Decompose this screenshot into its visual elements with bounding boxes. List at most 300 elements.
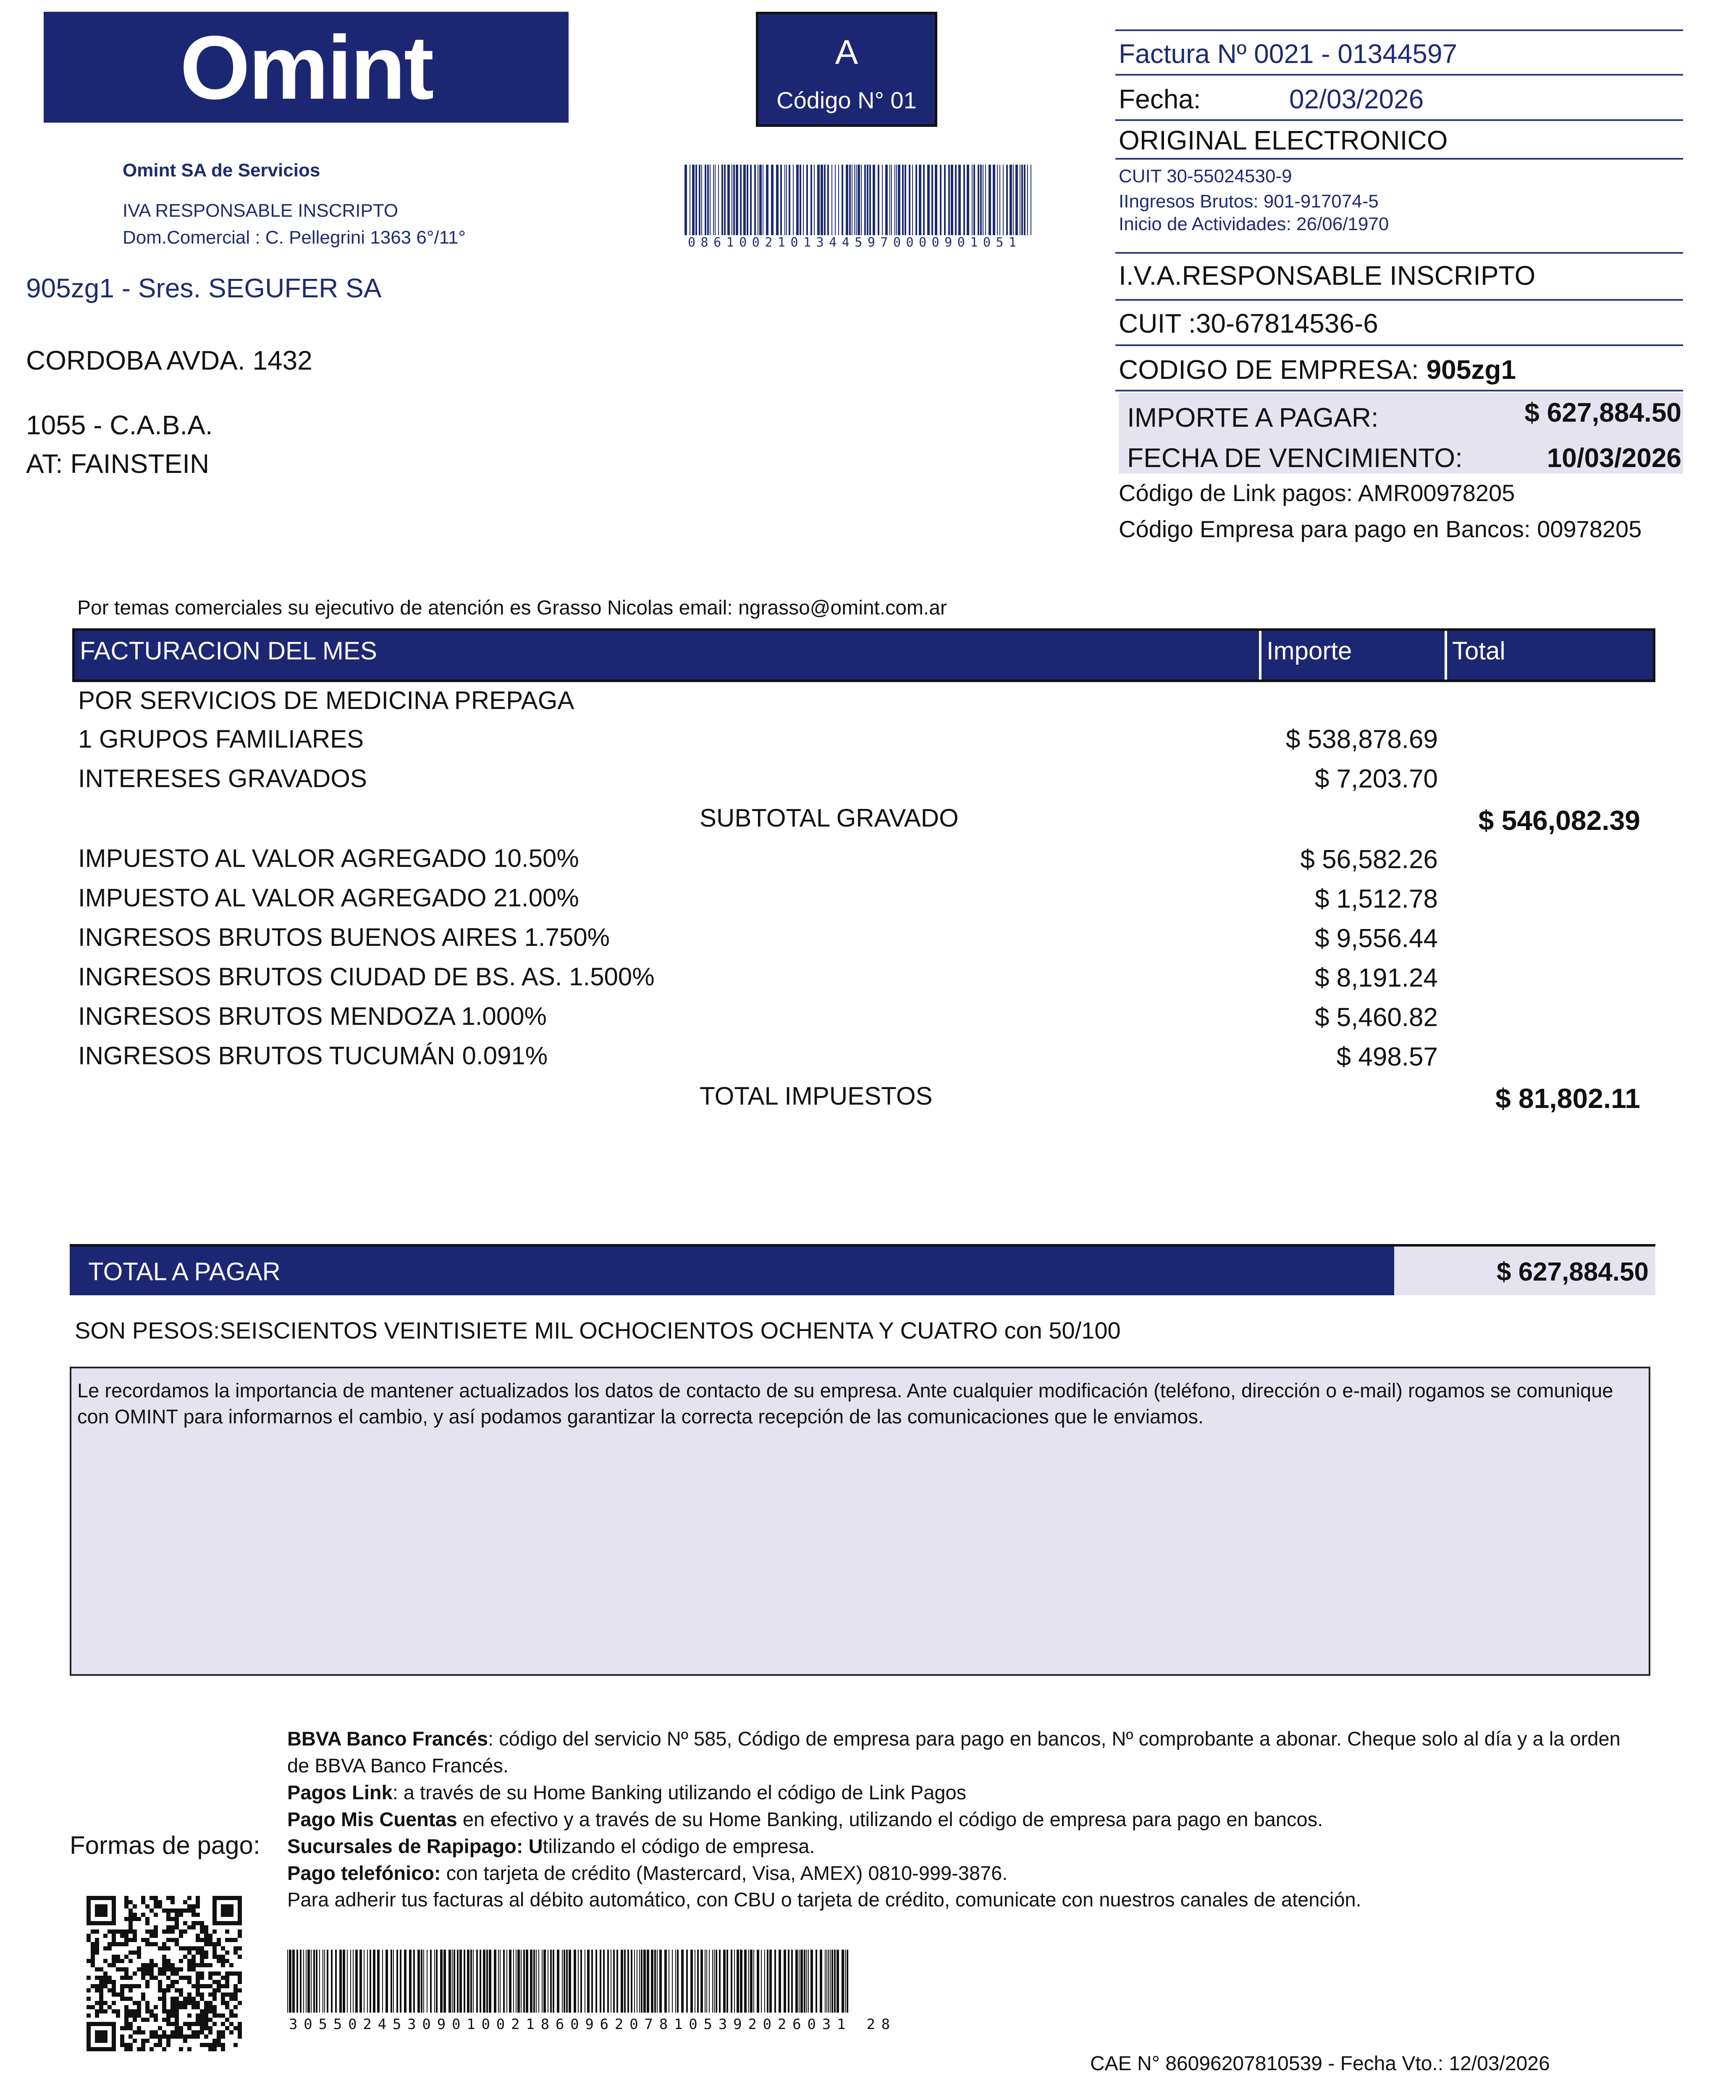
total-value-cell	[1394, 1247, 1655, 1295]
qr-module	[170, 1938, 175, 1942]
qr-module	[221, 1904, 233, 1917]
barcode-bar	[400, 1950, 401, 2013]
barcode-bar	[566, 1950, 568, 2013]
barcode-bar	[978, 165, 979, 235]
qr-module	[95, 1904, 108, 1917]
qr-module	[149, 1942, 154, 1946]
qr-module	[221, 1963, 225, 1967]
barcode-bar	[542, 1950, 543, 2013]
qr-module	[229, 1992, 233, 1997]
barcode-bar	[686, 1950, 688, 2013]
qr-module	[120, 2039, 124, 2043]
importe-label: IMPORTE A PAGAR:	[1127, 402, 1379, 433]
client-iva: I.V.A.RESPONSABLE INSCRIPTO	[1119, 260, 1536, 291]
barcode-bar	[997, 165, 998, 235]
bank-code: Código Empresa para pago en Bancos: 00978205	[1119, 516, 1642, 542]
barcode-bar	[796, 165, 799, 235]
payment-phone: Pago telefónico: con tarjeta de crédito (Mastercard, Visa, AMEX) 0810-999-3876.	[287, 1861, 1008, 1884]
qr-module	[225, 1959, 229, 1963]
qr-module	[128, 1950, 133, 1955]
qr-module	[145, 2001, 149, 2005]
qr-module	[124, 1929, 128, 1934]
qr-module	[179, 2001, 183, 2005]
barcode-bar	[421, 1950, 422, 2013]
qr-module	[141, 1992, 145, 1997]
top-barcode-bars	[684, 165, 1033, 235]
barcode-bar	[1027, 165, 1028, 235]
barcode-bar	[681, 1950, 684, 2013]
qr-module	[149, 1959, 154, 1963]
qr-module	[233, 2013, 238, 2018]
qr-module	[229, 2030, 233, 2034]
qr-module	[99, 2001, 103, 2005]
qr-module	[179, 1976, 183, 1980]
barcode-bar	[324, 1950, 325, 2013]
qr-module	[162, 1971, 166, 1976]
barcode-bar	[788, 1950, 789, 2013]
qr-module	[233, 1997, 238, 2001]
barcode-bar	[737, 1950, 739, 2013]
barcode-bar	[452, 1950, 453, 2013]
barcode-bar	[621, 1950, 623, 2013]
qr-module	[229, 1997, 233, 2001]
qr-module	[204, 2026, 208, 2030]
qr-module	[175, 1988, 179, 1992]
barcode-bar	[972, 165, 973, 235]
barcode-bar	[894, 165, 895, 235]
qr-module	[137, 2005, 141, 2009]
qr-module	[162, 1946, 166, 1950]
bottom-barcode-bars	[287, 1950, 850, 2013]
qr-module	[179, 1946, 183, 1950]
barcode-bar	[827, 165, 829, 235]
barcode-bar	[750, 165, 752, 235]
qr-module	[170, 1908, 175, 1913]
qr-module	[124, 1955, 128, 1959]
qr-module	[99, 2009, 103, 2013]
qr-module	[175, 1997, 179, 2001]
qr-module	[196, 1971, 200, 1976]
barcode-bar	[800, 1950, 803, 2013]
qr-module	[208, 2047, 212, 2051]
qr-module	[103, 1971, 108, 1976]
qr-module	[162, 2009, 166, 2013]
client-code-name: 905zg1 - Sres. SEGUFER SA	[26, 273, 382, 303]
barcode-bar	[915, 165, 917, 235]
barcode-bar	[923, 165, 925, 235]
qr-module	[128, 2009, 133, 2013]
issuer-inicio: Inicio de Actividades: 26/06/1970	[1119, 214, 1389, 234]
qr-module	[212, 1950, 217, 1955]
qr-module	[204, 1925, 208, 1929]
qr-module	[196, 2013, 200, 2018]
barcode-bar	[603, 1950, 605, 2013]
barcode-bar	[339, 1950, 342, 2013]
qr-module	[204, 1929, 208, 1934]
qr-module	[200, 1992, 204, 1997]
qr-module	[191, 1913, 196, 1917]
barcode-bar	[835, 165, 836, 235]
barcode-bar	[733, 165, 735, 235]
qr-module	[124, 1904, 128, 1908]
barcode-bar	[454, 1950, 455, 2013]
qr-module	[95, 2030, 108, 2043]
qr-module	[124, 1917, 128, 1921]
barcode-bar	[973, 165, 975, 235]
barcode-bar	[927, 165, 930, 235]
qr-module	[191, 1997, 196, 2001]
barcode-bar	[740, 1950, 742, 2013]
qr-module	[112, 1938, 116, 1942]
qr-module	[87, 1959, 91, 1963]
qr-module	[149, 1934, 154, 1938]
qr-module	[149, 2030, 154, 2034]
barcode-bar	[873, 165, 875, 235]
qr-module	[208, 2030, 212, 2034]
barcode-bar	[727, 165, 730, 235]
qr-module	[154, 1934, 158, 1938]
qr-module	[225, 1992, 229, 1997]
barcode-bar	[803, 165, 804, 235]
qr-module	[233, 1950, 238, 1955]
barcode-bar	[780, 165, 782, 235]
qr-module	[170, 1917, 175, 1921]
barcode-bar	[677, 1950, 679, 2013]
tax-row-amount: $ 56,582.26	[1300, 845, 1438, 874]
barcode-bar	[958, 165, 961, 235]
barcode-bar	[697, 1950, 699, 2013]
qr-module	[141, 2039, 145, 2043]
logo-text: Omint	[180, 16, 433, 118]
qr-module	[166, 2013, 170, 2018]
barcode-bar	[550, 1950, 552, 2013]
contact-update-notice: Le recordamos la importancia de mantener actualizados los datos de contacto de su empresa. Ante cualquier modificación (teléfono, dirección o e-mail) rogamos se comunique con OMINT para informarnos el cambio, y así podamos garantizar la correcta recepción de las comunicaciones que le enviamos.	[70, 1367, 1650, 1676]
bottom-barcode-digits: 30550245309010021860962078105392026031 28	[289, 2016, 897, 2033]
barcode-bar	[657, 1950, 658, 2013]
qr-module	[154, 1976, 158, 1980]
qr-module	[133, 1934, 137, 1938]
barcode-bar	[759, 165, 762, 235]
qr-module	[229, 2009, 233, 2013]
qr-module	[221, 2043, 225, 2047]
qr-module	[179, 2005, 183, 2009]
payment-methods-title: Formas de pago:	[70, 1831, 260, 1859]
qr-module	[170, 1980, 175, 1984]
qr-module	[200, 1997, 204, 2001]
barcode-bar	[980, 165, 982, 235]
qr-module	[200, 2026, 204, 2030]
qr-module	[149, 1963, 154, 1967]
barcode-bar	[736, 165, 738, 235]
qr-module	[170, 1967, 175, 1971]
barcode-bar	[810, 165, 812, 235]
cae-number: CAE N° 86096207810539 - Fecha Vto.: 12/03/2026	[1090, 2053, 1550, 2075]
qr-module	[137, 1955, 141, 1959]
qr-module	[158, 2034, 162, 2039]
qr-module	[225, 1938, 229, 1942]
barcode-bar	[814, 165, 815, 235]
qr-module	[154, 1913, 158, 1917]
barcode-bar	[1024, 165, 1025, 235]
qr-module	[166, 1984, 170, 1988]
qr-module	[95, 2001, 99, 2005]
qr-module	[187, 1946, 191, 1950]
barcode-bar	[831, 1950, 833, 2013]
subtotal-label: SUBTOTAL GRAVADO	[700, 804, 959, 832]
barcode-bar	[509, 1950, 511, 2013]
qr-module	[196, 1900, 200, 1904]
qr-module	[170, 2013, 175, 2018]
qr-module	[212, 2013, 217, 2018]
qr-module	[217, 1955, 221, 1959]
barcode-bar	[543, 1950, 546, 2013]
qr-module	[128, 2022, 133, 2026]
qr-module	[233, 2043, 238, 2047]
barcode-bar	[889, 165, 890, 235]
qr-module	[217, 1959, 221, 1963]
qr-module	[108, 1929, 112, 1934]
qr-module	[141, 1938, 145, 1942]
qr-module	[200, 1938, 204, 1942]
barcode-bar	[858, 165, 860, 235]
qr-module	[133, 1950, 137, 1955]
qr-module	[133, 2009, 137, 2013]
qr-module	[212, 2039, 217, 2043]
barcode-bar	[434, 1950, 435, 2013]
qr-module	[137, 2047, 141, 2051]
qr-module	[108, 1988, 112, 1992]
qr-module	[196, 2030, 200, 2034]
qr-module	[124, 2018, 128, 2022]
qr-module	[166, 2009, 170, 2013]
qr-module	[170, 1997, 175, 2001]
barcode-bar	[799, 1950, 800, 2013]
billing-table-header	[72, 628, 1655, 682]
qr-module	[233, 1984, 238, 1988]
qr-module	[108, 1976, 112, 1980]
qr-module	[154, 1929, 158, 1934]
barcode-bar	[723, 1950, 726, 2013]
qr-module	[154, 1896, 158, 1900]
qr-module	[208, 1971, 212, 1976]
tax-row-amount: $ 5,460.82	[1314, 1003, 1438, 1032]
qr-module	[204, 1942, 208, 1946]
qr-module	[170, 1971, 175, 1976]
barcode-bar	[327, 1950, 328, 2013]
qr-module	[221, 2022, 225, 2026]
qr-module	[196, 1904, 200, 1908]
qr-module	[112, 1984, 116, 1988]
qr-module	[99, 1976, 103, 1980]
qr-module	[170, 2034, 175, 2039]
qr-module	[225, 2026, 229, 2030]
qr-module	[179, 1934, 183, 1938]
barcode-bar	[869, 165, 871, 235]
barcode-bar	[574, 1950, 576, 2013]
barcode-bar	[821, 165, 823, 235]
qr-module	[229, 1971, 233, 1976]
barcode-bar	[536, 1950, 537, 2013]
qr-module	[191, 2030, 196, 2034]
qr-module	[133, 1929, 137, 1934]
barcode-bar	[764, 1950, 765, 2013]
qr-module	[166, 1988, 170, 1992]
barcode-bar	[808, 1950, 809, 2013]
qr-module	[141, 1896, 145, 1900]
qr-module	[221, 1959, 225, 1963]
barcode-bar	[754, 165, 756, 235]
barcode-bar	[912, 165, 913, 235]
barcode-bar	[409, 1950, 412, 2013]
subtotal-value: $ 546,082.39	[1478, 805, 1640, 836]
qr-module	[208, 2043, 212, 2047]
barcode-bar	[591, 1950, 593, 2013]
qr-module	[154, 2034, 158, 2039]
link-code: Código de Link pagos: AMR00978205	[1119, 480, 1515, 506]
barcode-bar	[417, 1950, 420, 2013]
qr-module	[208, 1963, 212, 1967]
barcode-bar	[306, 1950, 307, 2013]
barcode-bar	[856, 165, 857, 235]
qr-module	[166, 2034, 170, 2039]
qr-module	[208, 1934, 212, 1938]
bottom-barcode	[287, 1950, 850, 2013]
qr-module	[162, 1929, 166, 1934]
qr-module	[175, 1942, 179, 1946]
barcode-bar	[517, 1950, 520, 2013]
qr-module	[87, 1976, 91, 1980]
barcode-bar	[699, 165, 700, 235]
barcode-bar	[643, 1950, 646, 2013]
qr-module	[183, 1908, 187, 1913]
barcode-bar	[771, 165, 774, 235]
qr-module	[166, 2022, 170, 2026]
qr-module	[225, 2005, 229, 2009]
qr-module	[154, 2018, 158, 2022]
qr-module	[128, 1900, 133, 1904]
qr-module	[204, 2018, 208, 2022]
qr-module	[128, 1988, 133, 1992]
barcode-bar	[659, 1950, 662, 2013]
qr-module	[191, 2001, 196, 2005]
qr-module	[208, 2018, 212, 2022]
qr-module	[103, 1946, 108, 1950]
barcode-bar	[631, 1950, 632, 2013]
qr-module	[145, 1938, 149, 1942]
qr-module	[133, 1984, 137, 1988]
qr-module	[196, 1980, 200, 1984]
qr-module	[87, 1997, 91, 2001]
barcode-bar	[359, 1950, 362, 2013]
qr-module	[187, 2034, 191, 2039]
barcode-bar	[319, 1950, 320, 2013]
qr-module	[124, 2026, 128, 2030]
qr-module	[183, 1921, 187, 1925]
qr-module	[204, 2043, 208, 2047]
qr-module	[196, 2034, 200, 2039]
barcode-bar	[343, 1950, 345, 2013]
qr-module	[141, 2030, 145, 2034]
qr-module	[116, 1955, 120, 1959]
barcode-bar	[963, 165, 965, 235]
qr-module	[166, 1925, 170, 1929]
qr-module	[154, 2030, 158, 2034]
qr-module	[183, 2001, 187, 2005]
qr-module	[196, 2018, 200, 2022]
qr-module	[170, 2030, 175, 2034]
barcode-bar	[480, 1950, 481, 2013]
barcode-bar	[311, 1950, 312, 2013]
barcode-bar	[734, 1950, 735, 2013]
qr-module	[191, 1955, 196, 1959]
qr-module	[95, 1938, 99, 1942]
qr-module	[162, 2030, 166, 2034]
qr-module	[166, 2039, 170, 2043]
qr-module	[208, 2001, 212, 2005]
qr-module	[204, 1984, 208, 1988]
qr-module	[128, 1925, 133, 1929]
qr-module	[179, 1959, 183, 1963]
qr-module	[212, 1942, 217, 1946]
barcode-bar	[654, 1950, 656, 2013]
qr-module	[238, 1955, 242, 1959]
barcode-bar	[1021, 165, 1023, 235]
qr-module	[187, 1963, 191, 1967]
qr-module	[170, 2005, 175, 2009]
qr-module	[141, 2018, 145, 2022]
barcode-bar	[712, 1950, 713, 2013]
qr-module	[179, 1967, 183, 1971]
qr-module	[162, 2005, 166, 2009]
qr-module	[191, 1963, 196, 1967]
barcode-bar	[289, 1950, 291, 2013]
qr-module	[221, 2047, 225, 2051]
qr-module	[170, 1984, 175, 1988]
barcode-bar	[985, 165, 986, 235]
qr-module	[137, 2009, 141, 2013]
barcode-bar	[503, 1950, 505, 2013]
barcode-bar	[440, 1950, 443, 2013]
barcode-bar	[724, 165, 726, 235]
qr-module	[217, 1971, 221, 1976]
qr-module	[212, 2047, 217, 2051]
barcode-bar	[695, 165, 697, 235]
barcode-bar	[526, 1950, 528, 2013]
qr-module	[103, 1984, 108, 1988]
qr-module	[212, 1929, 217, 1934]
doc-type-letter: A	[835, 33, 858, 71]
qr-module	[238, 1929, 242, 1934]
qr-module	[149, 2013, 154, 2018]
barcode-bar	[706, 1950, 707, 2013]
doc-type-box	[756, 12, 937, 127]
barcode-bar	[350, 1950, 351, 2013]
qr-module	[208, 1976, 212, 1980]
qr-module	[128, 2034, 133, 2039]
barcode-bar	[757, 1950, 759, 2013]
qr-module	[225, 1929, 229, 1934]
qr-module	[145, 2005, 149, 2009]
qr-module	[87, 1934, 91, 1938]
qr-module	[158, 1971, 162, 1976]
qr-module	[120, 1967, 124, 1971]
barcode-bar	[944, 165, 946, 235]
qr-module	[166, 1976, 170, 1980]
qr-module	[183, 1946, 187, 1950]
qr-module	[124, 1934, 128, 1938]
qr-module	[196, 1938, 200, 1942]
barcode-bar	[483, 1950, 485, 2013]
